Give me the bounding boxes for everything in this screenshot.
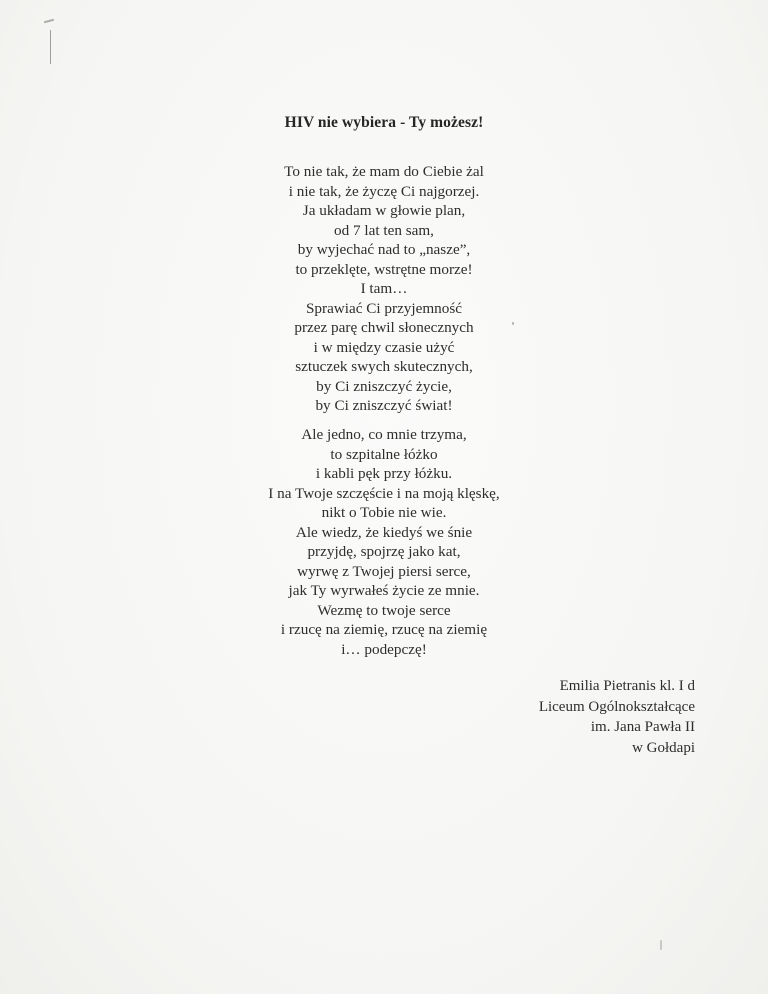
school-location: w Gołdapi	[632, 739, 695, 756]
poem-line: i rzucę na ziemię, rzucę na ziemię	[280, 621, 488, 638]
author-signature	[539, 676, 695, 758]
school-name: Liceum Ogólnokształcące	[538, 698, 695, 715]
pen-mark-vertical	[50, 30, 51, 64]
poem-line: jak Ty wyrwałeś życie ze mnie.	[288, 582, 480, 599]
author-name: Emilia Pietranis kl. I d	[559, 678, 695, 694]
poem-line: Ale wiedz, że kiedyś we śnie	[295, 523, 473, 541]
poem-line: I tam…	[360, 280, 408, 297]
poem-line: by Ci zniszczyć świat!	[315, 397, 453, 414]
poem-line: wyrwę z Twojej piersi serce,	[297, 562, 471, 580]
poem-line: to szpitalne łóżko	[330, 445, 438, 463]
poem-line: sztuczek swych skutecznych,	[295, 358, 473, 375]
poem-line: od 7 lat ten sam,	[334, 221, 434, 239]
poem-line: i nie tak, że życzę Ci najgorzej.	[288, 182, 480, 200]
poem-line: nikt o Tobie nie wie.	[321, 504, 447, 521]
poem-line: by wyjechać nad to „nasze”,	[297, 241, 471, 258]
poem-line: Sprawiać Ci przyjemność	[305, 299, 463, 317]
poem-line: i w między czasie użyć	[313, 338, 455, 356]
poem-line: Ja układam w głowie plan,	[302, 202, 466, 219]
paper-speck-bottom	[660, 940, 662, 950]
poem-line: i… podepczę!	[341, 640, 427, 658]
poem-line: I na Twoje szczęście i na moją klęskę,	[268, 484, 500, 502]
poem-line: Wezmę to twoje serce	[317, 601, 451, 619]
stanza-2	[0, 425, 768, 659]
poem-line: To nie tak, że mam do Ciebie żal	[284, 163, 484, 180]
school-patron: im. Jana Pawła II	[590, 719, 695, 735]
poem-line: to przeklęte, wstrętne morze!	[295, 260, 473, 278]
poem-line: i kabli pęk przy łóżku.	[315, 465, 453, 482]
poem-line: przyjdę, spojrzę jako kat,	[307, 543, 461, 560]
poem-line: by Ci zniszczyć życie,	[316, 377, 452, 395]
poem-line: Ale jedno, co mnie trzyma,	[301, 426, 467, 443]
poem-title: HIV nie wybiera - Ty możesz!	[284, 114, 484, 131]
poem-line: przez parę chwil słonecznych	[294, 319, 474, 336]
pen-mark	[44, 19, 54, 24]
stanza-1	[0, 162, 768, 416]
